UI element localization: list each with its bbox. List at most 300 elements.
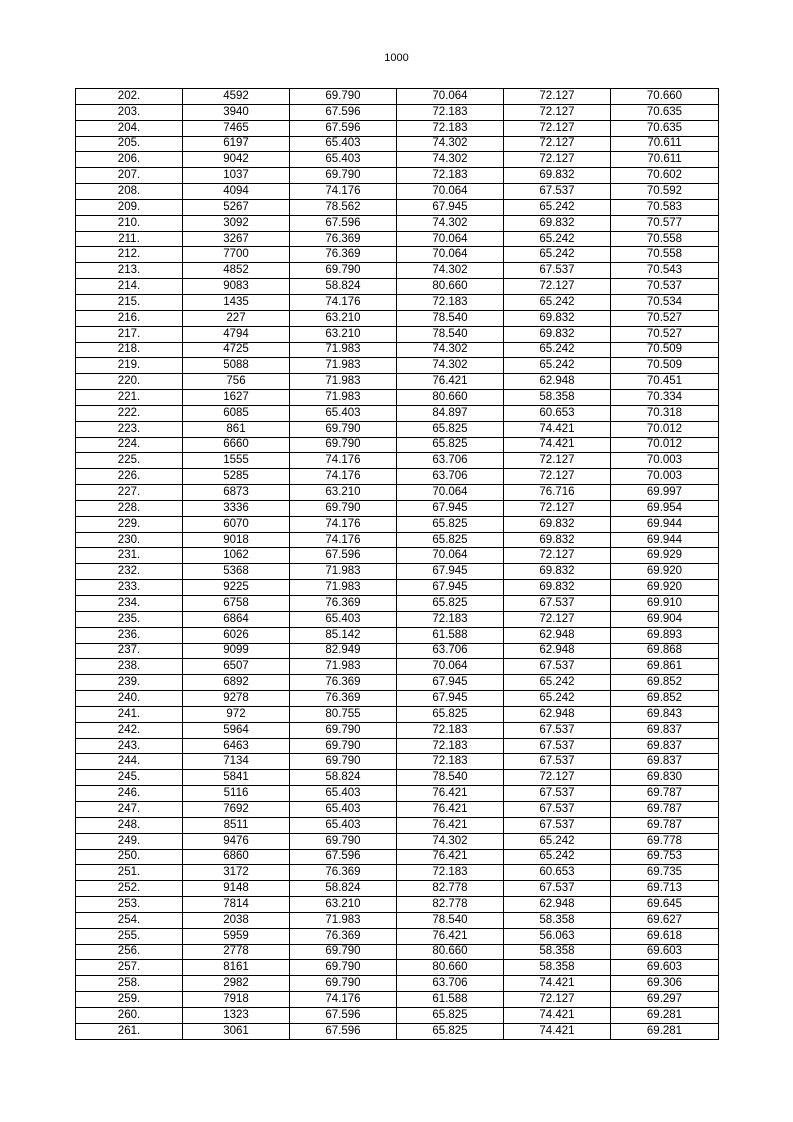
score-3-cell: 74.421 bbox=[504, 1023, 611, 1039]
score-3-cell: 72.127 bbox=[504, 89, 611, 105]
id-cell: 6197 bbox=[183, 136, 290, 152]
table-row bbox=[76, 358, 719, 374]
rank-cell: 249. bbox=[76, 833, 183, 849]
score-3-cell: 74.421 bbox=[504, 437, 611, 453]
score-2-cell: 63.706 bbox=[397, 453, 504, 469]
score-1-cell: 76.369 bbox=[290, 691, 397, 707]
average-cell: 69.904 bbox=[611, 611, 719, 627]
results-table bbox=[75, 88, 719, 1040]
score-1-cell: 71.983 bbox=[290, 374, 397, 390]
score-3-cell: 65.242 bbox=[504, 691, 611, 707]
rank-cell: 257. bbox=[76, 960, 183, 976]
rank-cell: 255. bbox=[76, 928, 183, 944]
id-cell: 1323 bbox=[183, 1007, 290, 1023]
rank-cell: 245. bbox=[76, 770, 183, 786]
score-1-cell: 69.790 bbox=[290, 833, 397, 849]
rank-cell: 215. bbox=[76, 294, 183, 310]
score-3-cell: 72.127 bbox=[504, 136, 611, 152]
table-row bbox=[76, 516, 719, 532]
table-row bbox=[76, 405, 719, 421]
score-2-cell: 70.064 bbox=[397, 485, 504, 501]
score-1-cell: 58.824 bbox=[290, 770, 397, 786]
id-cell: 8161 bbox=[183, 960, 290, 976]
score-2-cell: 74.302 bbox=[397, 342, 504, 358]
id-cell: 3336 bbox=[183, 500, 290, 516]
score-2-cell: 65.825 bbox=[397, 1023, 504, 1039]
average-cell: 69.920 bbox=[611, 564, 719, 580]
score-3-cell: 72.127 bbox=[504, 469, 611, 485]
rank-cell: 230. bbox=[76, 532, 183, 548]
id-cell: 1062 bbox=[183, 548, 290, 564]
id-cell: 9083 bbox=[183, 279, 290, 295]
score-2-cell: 67.945 bbox=[397, 691, 504, 707]
score-1-cell: 74.176 bbox=[290, 516, 397, 532]
rank-cell: 242. bbox=[76, 722, 183, 738]
rank-cell: 250. bbox=[76, 849, 183, 865]
rank-cell: 228. bbox=[76, 500, 183, 516]
table-row bbox=[76, 849, 719, 865]
rank-cell: 211. bbox=[76, 231, 183, 247]
score-1-cell: 74.176 bbox=[290, 992, 397, 1008]
score-1-cell: 69.790 bbox=[290, 263, 397, 279]
id-cell: 2778 bbox=[183, 944, 290, 960]
score-1-cell: 65.403 bbox=[290, 136, 397, 152]
average-cell: 70.635 bbox=[611, 120, 719, 136]
table-row bbox=[76, 706, 719, 722]
table-row bbox=[76, 453, 719, 469]
average-cell: 70.558 bbox=[611, 247, 719, 263]
score-2-cell: 72.183 bbox=[397, 738, 504, 754]
table-row bbox=[76, 168, 719, 184]
average-cell: 69.954 bbox=[611, 500, 719, 516]
average-cell: 69.997 bbox=[611, 485, 719, 501]
score-2-cell: 70.064 bbox=[397, 89, 504, 105]
score-1-cell: 76.369 bbox=[290, 865, 397, 881]
id-cell: 7700 bbox=[183, 247, 290, 263]
table-row bbox=[76, 469, 719, 485]
rank-cell: 248. bbox=[76, 817, 183, 833]
id-cell: 7134 bbox=[183, 754, 290, 770]
rank-cell: 247. bbox=[76, 801, 183, 817]
rank-cell: 233. bbox=[76, 580, 183, 596]
score-2-cell: 74.302 bbox=[397, 833, 504, 849]
id-cell: 7465 bbox=[183, 120, 290, 136]
table-row bbox=[76, 912, 719, 928]
rank-cell: 206. bbox=[76, 152, 183, 168]
score-2-cell: 74.302 bbox=[397, 152, 504, 168]
score-1-cell: 63.210 bbox=[290, 326, 397, 342]
rank-cell: 234. bbox=[76, 596, 183, 612]
score-2-cell: 80.660 bbox=[397, 960, 504, 976]
table-row bbox=[76, 944, 719, 960]
score-2-cell: 76.421 bbox=[397, 786, 504, 802]
table-row bbox=[76, 786, 719, 802]
table-row bbox=[76, 596, 719, 612]
score-2-cell: 70.064 bbox=[397, 184, 504, 200]
score-1-cell: 67.596 bbox=[290, 104, 397, 120]
score-3-cell: 72.127 bbox=[504, 770, 611, 786]
table-row bbox=[76, 817, 719, 833]
average-cell: 70.527 bbox=[611, 326, 719, 342]
table-row bbox=[76, 120, 719, 136]
score-1-cell: 69.790 bbox=[290, 168, 397, 184]
average-cell: 70.660 bbox=[611, 89, 719, 105]
table-row bbox=[76, 881, 719, 897]
score-2-cell: 65.825 bbox=[397, 596, 504, 612]
table-row bbox=[76, 659, 719, 675]
score-3-cell: 69.832 bbox=[504, 168, 611, 184]
score-1-cell: 63.210 bbox=[290, 485, 397, 501]
score-1-cell: 65.403 bbox=[290, 786, 397, 802]
score-1-cell: 76.369 bbox=[290, 928, 397, 944]
table-row bbox=[76, 247, 719, 263]
score-3-cell: 67.537 bbox=[504, 801, 611, 817]
rank-cell: 214. bbox=[76, 279, 183, 295]
score-2-cell: 67.945 bbox=[397, 564, 504, 580]
rank-cell: 252. bbox=[76, 881, 183, 897]
rank-cell: 260. bbox=[76, 1007, 183, 1023]
table-row bbox=[76, 199, 719, 215]
score-2-cell: 72.183 bbox=[397, 754, 504, 770]
score-2-cell: 74.302 bbox=[397, 358, 504, 374]
rank-cell: 251. bbox=[76, 865, 183, 881]
id-cell: 6758 bbox=[183, 596, 290, 612]
score-2-cell: 72.183 bbox=[397, 294, 504, 310]
average-cell: 69.778 bbox=[611, 833, 719, 849]
table-row bbox=[76, 215, 719, 231]
table-row bbox=[76, 992, 719, 1008]
average-cell: 70.592 bbox=[611, 184, 719, 200]
average-cell: 69.944 bbox=[611, 516, 719, 532]
score-3-cell: 65.242 bbox=[504, 247, 611, 263]
score-3-cell: 67.537 bbox=[504, 754, 611, 770]
score-1-cell: 69.790 bbox=[290, 738, 397, 754]
page-number: 1000 bbox=[384, 52, 409, 64]
score-1-cell: 69.790 bbox=[290, 437, 397, 453]
rank-cell: 216. bbox=[76, 310, 183, 326]
score-1-cell: 69.790 bbox=[290, 754, 397, 770]
score-2-cell: 67.945 bbox=[397, 675, 504, 691]
score-1-cell: 71.983 bbox=[290, 580, 397, 596]
score-3-cell: 67.537 bbox=[504, 263, 611, 279]
id-cell: 8511 bbox=[183, 817, 290, 833]
score-3-cell: 67.537 bbox=[504, 659, 611, 675]
average-cell: 70.003 bbox=[611, 453, 719, 469]
id-cell: 6507 bbox=[183, 659, 290, 675]
score-1-cell: 85.142 bbox=[290, 627, 397, 643]
average-cell: 70.558 bbox=[611, 231, 719, 247]
score-3-cell: 67.537 bbox=[504, 184, 611, 200]
id-cell: 1555 bbox=[183, 453, 290, 469]
table-row bbox=[76, 310, 719, 326]
score-2-cell: 63.706 bbox=[397, 469, 504, 485]
score-3-cell: 65.242 bbox=[504, 675, 611, 691]
id-cell: 3172 bbox=[183, 865, 290, 881]
table-row bbox=[76, 738, 719, 754]
table-row bbox=[76, 627, 719, 643]
score-1-cell: 76.369 bbox=[290, 596, 397, 612]
score-1-cell: 69.790 bbox=[290, 960, 397, 976]
table-row bbox=[76, 184, 719, 200]
rank-cell: 224. bbox=[76, 437, 183, 453]
id-cell: 3092 bbox=[183, 215, 290, 231]
score-2-cell: 70.064 bbox=[397, 548, 504, 564]
score-3-cell: 74.421 bbox=[504, 421, 611, 437]
score-1-cell: 67.596 bbox=[290, 1007, 397, 1023]
table-row bbox=[76, 294, 719, 310]
score-1-cell: 65.403 bbox=[290, 611, 397, 627]
score-1-cell: 69.790 bbox=[290, 976, 397, 992]
score-2-cell: 67.945 bbox=[397, 580, 504, 596]
rank-cell: 218. bbox=[76, 342, 183, 358]
average-cell: 70.583 bbox=[611, 199, 719, 215]
table-row bbox=[76, 374, 719, 390]
score-3-cell: 72.127 bbox=[504, 120, 611, 136]
score-3-cell: 58.358 bbox=[504, 944, 611, 960]
average-cell: 69.645 bbox=[611, 897, 719, 913]
score-3-cell: 72.127 bbox=[504, 500, 611, 516]
rank-cell: 217. bbox=[76, 326, 183, 342]
rank-cell: 219. bbox=[76, 358, 183, 374]
id-cell: 1627 bbox=[183, 390, 290, 406]
average-cell: 69.944 bbox=[611, 532, 719, 548]
score-3-cell: 62.948 bbox=[504, 627, 611, 643]
table-row bbox=[76, 104, 719, 120]
score-1-cell: 69.790 bbox=[290, 421, 397, 437]
rank-cell: 235. bbox=[76, 611, 183, 627]
average-cell: 69.281 bbox=[611, 1007, 719, 1023]
id-cell: 6070 bbox=[183, 516, 290, 532]
average-cell: 70.334 bbox=[611, 390, 719, 406]
id-cell: 5285 bbox=[183, 469, 290, 485]
rank-cell: 210. bbox=[76, 215, 183, 231]
id-cell: 1037 bbox=[183, 168, 290, 184]
score-1-cell: 69.790 bbox=[290, 500, 397, 516]
average-cell: 69.281 bbox=[611, 1023, 719, 1039]
rank-cell: 207. bbox=[76, 168, 183, 184]
table-row bbox=[76, 437, 719, 453]
table-row bbox=[76, 801, 719, 817]
id-cell: 3061 bbox=[183, 1023, 290, 1039]
score-1-cell: 71.983 bbox=[290, 358, 397, 374]
id-cell: 756 bbox=[183, 374, 290, 390]
score-1-cell: 65.403 bbox=[290, 817, 397, 833]
id-cell: 6864 bbox=[183, 611, 290, 627]
score-3-cell: 60.653 bbox=[504, 865, 611, 881]
score-2-cell: 70.064 bbox=[397, 659, 504, 675]
score-2-cell: 63.706 bbox=[397, 976, 504, 992]
average-cell: 69.297 bbox=[611, 992, 719, 1008]
average-cell: 69.753 bbox=[611, 849, 719, 865]
score-3-cell: 72.127 bbox=[504, 453, 611, 469]
score-1-cell: 63.210 bbox=[290, 310, 397, 326]
average-cell: 69.830 bbox=[611, 770, 719, 786]
score-3-cell: 72.127 bbox=[504, 152, 611, 168]
rank-cell: 231. bbox=[76, 548, 183, 564]
id-cell: 9099 bbox=[183, 643, 290, 659]
average-cell: 70.527 bbox=[611, 310, 719, 326]
score-2-cell: 65.825 bbox=[397, 706, 504, 722]
score-3-cell: 58.358 bbox=[504, 960, 611, 976]
score-1-cell: 71.983 bbox=[290, 564, 397, 580]
rank-cell: 232. bbox=[76, 564, 183, 580]
id-cell: 227 bbox=[183, 310, 290, 326]
score-2-cell: 72.183 bbox=[397, 865, 504, 881]
table-row bbox=[76, 770, 719, 786]
rank-cell: 220. bbox=[76, 374, 183, 390]
score-2-cell: 67.945 bbox=[397, 199, 504, 215]
score-2-cell: 65.825 bbox=[397, 437, 504, 453]
score-1-cell: 74.176 bbox=[290, 294, 397, 310]
score-3-cell: 67.537 bbox=[504, 881, 611, 897]
average-cell: 70.318 bbox=[611, 405, 719, 421]
score-2-cell: 76.421 bbox=[397, 801, 504, 817]
average-cell: 69.861 bbox=[611, 659, 719, 675]
score-3-cell: 72.127 bbox=[504, 279, 611, 295]
average-cell: 70.012 bbox=[611, 437, 719, 453]
score-3-cell: 74.421 bbox=[504, 976, 611, 992]
table-row bbox=[76, 421, 719, 437]
id-cell: 9018 bbox=[183, 532, 290, 548]
table-row bbox=[76, 326, 719, 342]
rank-cell: 241. bbox=[76, 706, 183, 722]
id-cell: 972 bbox=[183, 706, 290, 722]
average-cell: 69.910 bbox=[611, 596, 719, 612]
rank-cell: 226. bbox=[76, 469, 183, 485]
score-3-cell: 72.127 bbox=[504, 611, 611, 627]
average-cell: 70.451 bbox=[611, 374, 719, 390]
score-3-cell: 67.537 bbox=[504, 786, 611, 802]
id-cell: 2038 bbox=[183, 912, 290, 928]
average-cell: 69.603 bbox=[611, 960, 719, 976]
table-row bbox=[76, 390, 719, 406]
score-1-cell: 67.596 bbox=[290, 120, 397, 136]
id-cell: 5841 bbox=[183, 770, 290, 786]
table-row bbox=[76, 960, 719, 976]
score-3-cell: 65.242 bbox=[504, 231, 611, 247]
id-cell: 6873 bbox=[183, 485, 290, 501]
average-cell: 69.787 bbox=[611, 786, 719, 802]
score-3-cell: 62.948 bbox=[504, 706, 611, 722]
table-row bbox=[76, 754, 719, 770]
average-cell: 69.618 bbox=[611, 928, 719, 944]
score-2-cell: 84.897 bbox=[397, 405, 504, 421]
score-3-cell: 67.537 bbox=[504, 722, 611, 738]
score-1-cell: 74.176 bbox=[290, 532, 397, 548]
rank-cell: 253. bbox=[76, 897, 183, 913]
table-row bbox=[76, 485, 719, 501]
id-cell: 5088 bbox=[183, 358, 290, 374]
average-cell: 70.577 bbox=[611, 215, 719, 231]
average-cell: 69.852 bbox=[611, 675, 719, 691]
score-2-cell: 67.945 bbox=[397, 500, 504, 516]
id-cell: 7918 bbox=[183, 992, 290, 1008]
score-3-cell: 69.832 bbox=[504, 564, 611, 580]
score-3-cell: 62.948 bbox=[504, 643, 611, 659]
average-cell: 70.602 bbox=[611, 168, 719, 184]
score-3-cell: 72.127 bbox=[504, 104, 611, 120]
id-cell: 5368 bbox=[183, 564, 290, 580]
score-3-cell: 65.242 bbox=[504, 199, 611, 215]
table-row bbox=[76, 580, 719, 596]
score-1-cell: 65.403 bbox=[290, 152, 397, 168]
rank-cell: 213. bbox=[76, 263, 183, 279]
id-cell: 4852 bbox=[183, 263, 290, 279]
score-3-cell: 65.242 bbox=[504, 849, 611, 865]
score-2-cell: 72.183 bbox=[397, 104, 504, 120]
average-cell: 69.787 bbox=[611, 801, 719, 817]
score-1-cell: 71.983 bbox=[290, 390, 397, 406]
average-cell: 69.603 bbox=[611, 944, 719, 960]
id-cell: 861 bbox=[183, 421, 290, 437]
id-cell: 6085 bbox=[183, 405, 290, 421]
score-3-cell: 65.242 bbox=[504, 833, 611, 849]
rank-cell: 209. bbox=[76, 199, 183, 215]
rank-cell: 239. bbox=[76, 675, 183, 691]
table-row bbox=[76, 722, 719, 738]
score-3-cell: 72.127 bbox=[504, 548, 611, 564]
id-cell: 7692 bbox=[183, 801, 290, 817]
average-cell: 70.537 bbox=[611, 279, 719, 295]
score-1-cell: 71.983 bbox=[290, 659, 397, 675]
score-1-cell: 65.403 bbox=[290, 405, 397, 421]
score-1-cell: 67.596 bbox=[290, 548, 397, 564]
score-3-cell: 74.421 bbox=[504, 1007, 611, 1023]
average-cell: 69.837 bbox=[611, 738, 719, 754]
id-cell: 9148 bbox=[183, 881, 290, 897]
results-table-body bbox=[76, 89, 719, 1040]
score-1-cell: 74.176 bbox=[290, 469, 397, 485]
average-cell: 70.534 bbox=[611, 294, 719, 310]
rank-cell: 203. bbox=[76, 104, 183, 120]
score-3-cell: 65.242 bbox=[504, 358, 611, 374]
score-1-cell: 69.790 bbox=[290, 722, 397, 738]
average-cell: 70.509 bbox=[611, 358, 719, 374]
table-row bbox=[76, 564, 719, 580]
average-cell: 69.920 bbox=[611, 580, 719, 596]
score-2-cell: 74.302 bbox=[397, 263, 504, 279]
score-1-cell: 58.824 bbox=[290, 279, 397, 295]
score-2-cell: 65.825 bbox=[397, 532, 504, 548]
score-1-cell: 78.562 bbox=[290, 199, 397, 215]
score-2-cell: 78.540 bbox=[397, 326, 504, 342]
id-cell: 7814 bbox=[183, 897, 290, 913]
table-row bbox=[76, 342, 719, 358]
score-3-cell: 62.948 bbox=[504, 374, 611, 390]
score-3-cell: 56.063 bbox=[504, 928, 611, 944]
score-1-cell: 76.369 bbox=[290, 231, 397, 247]
average-cell: 70.543 bbox=[611, 263, 719, 279]
score-2-cell: 78.540 bbox=[397, 310, 504, 326]
average-cell: 70.003 bbox=[611, 469, 719, 485]
table-row bbox=[76, 675, 719, 691]
table-row bbox=[76, 136, 719, 152]
score-1-cell: 74.176 bbox=[290, 453, 397, 469]
average-cell: 70.509 bbox=[611, 342, 719, 358]
id-cell: 2982 bbox=[183, 976, 290, 992]
id-cell: 5267 bbox=[183, 199, 290, 215]
table-row bbox=[76, 89, 719, 105]
id-cell: 9476 bbox=[183, 833, 290, 849]
average-cell: 69.837 bbox=[611, 754, 719, 770]
score-2-cell: 74.302 bbox=[397, 136, 504, 152]
score-2-cell: 80.660 bbox=[397, 390, 504, 406]
score-3-cell: 72.127 bbox=[504, 992, 611, 1008]
score-2-cell: 80.660 bbox=[397, 279, 504, 295]
rank-cell: 261. bbox=[76, 1023, 183, 1039]
score-2-cell: 80.660 bbox=[397, 944, 504, 960]
table-row bbox=[76, 263, 719, 279]
